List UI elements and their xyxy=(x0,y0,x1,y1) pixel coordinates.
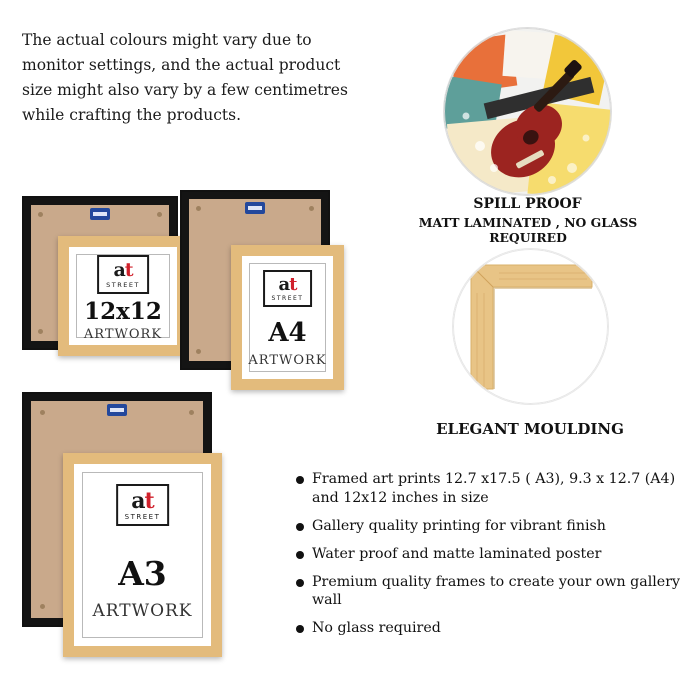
logo-box xyxy=(116,484,170,526)
feature-text: Gallery quality printing for vibrant finish xyxy=(312,517,606,534)
bullet-icon xyxy=(296,625,304,633)
screw-icon xyxy=(38,212,43,217)
bullet-icon xyxy=(296,579,304,587)
feature-text: Water proof and matte laminated poster xyxy=(312,545,602,562)
frame-size-label: A4 xyxy=(268,318,307,348)
logo-subtext: STREET xyxy=(271,295,304,302)
logo-letter-a: a xyxy=(113,259,125,281)
bullet-icon xyxy=(296,476,304,484)
disclaimer-text: The actual colours might vary due to monitor settings, and the actual product size might also vary by a few centimetres while crafting the products. xyxy=(22,31,348,125)
elegant-moulding-caption: ELEGANT MOULDING xyxy=(436,420,624,438)
logo-subtext: STREET xyxy=(106,281,140,289)
frame-artwork-label: ARTWORK xyxy=(83,327,163,342)
elegant-moulding-image xyxy=(452,248,609,405)
logo-letter-t: t xyxy=(144,488,154,514)
logo-letter-a: a xyxy=(278,274,290,295)
frame-a3 xyxy=(22,392,267,677)
bullet-icon xyxy=(296,551,304,559)
logo-box xyxy=(263,270,313,307)
feature-text: Framed art prints 12.7 x17.5 ( A3), 9.3 x 12.7 (A4) and 12x12 inches in size xyxy=(312,471,676,506)
frame-front-a4 xyxy=(231,245,344,390)
spill-proof-image xyxy=(444,28,611,195)
frame-front-12x12 xyxy=(58,236,188,356)
frame-artwork-label: ARTWORK xyxy=(248,353,327,368)
brand-logo xyxy=(263,270,313,307)
feature-text: Premium quality frames to create your own gallery wall xyxy=(312,573,680,609)
screw-icon xyxy=(196,349,201,354)
list-item xyxy=(296,573,686,611)
spill-proof-caption: SPILL PROOF xyxy=(473,196,582,212)
hanger-icon xyxy=(245,202,265,214)
brand-logo xyxy=(97,255,149,294)
screw-icon xyxy=(196,206,201,211)
feature-text: No glass required xyxy=(312,620,441,637)
frame-artwork-label: ARTWORK xyxy=(92,601,193,621)
screw-icon xyxy=(309,206,314,211)
frame-front-a3 xyxy=(63,453,222,657)
list-item xyxy=(296,545,686,564)
screw-icon xyxy=(157,212,162,217)
moulding-corner-illustration xyxy=(453,249,608,404)
frame-a4 xyxy=(180,190,380,405)
spill-proof-subcaption: MATT LAMINATED , NO GLASS REQUIRED xyxy=(418,215,638,245)
logo-letter-t: t xyxy=(124,259,133,281)
frame-size-label: 12x12 xyxy=(84,298,162,325)
frame-12x12 xyxy=(22,196,202,366)
brand-logo xyxy=(116,484,170,526)
hanger-icon xyxy=(107,404,127,416)
bullet-icon xyxy=(296,523,304,531)
feature-list xyxy=(296,470,686,647)
screw-icon xyxy=(40,604,45,609)
list-item xyxy=(296,470,686,508)
screw-icon xyxy=(38,329,43,334)
logo-box xyxy=(97,255,149,294)
guitar-icon xyxy=(444,28,611,195)
logo-letter-t: t xyxy=(289,274,297,295)
list-item xyxy=(296,619,686,638)
frame-size-label: A3 xyxy=(118,554,167,593)
screw-icon xyxy=(40,410,45,415)
logo-subtext: STREET xyxy=(124,513,161,521)
logo-letter-a: a xyxy=(131,488,145,514)
list-item xyxy=(296,517,686,536)
hanger-icon xyxy=(90,208,110,220)
screw-icon xyxy=(189,410,194,415)
